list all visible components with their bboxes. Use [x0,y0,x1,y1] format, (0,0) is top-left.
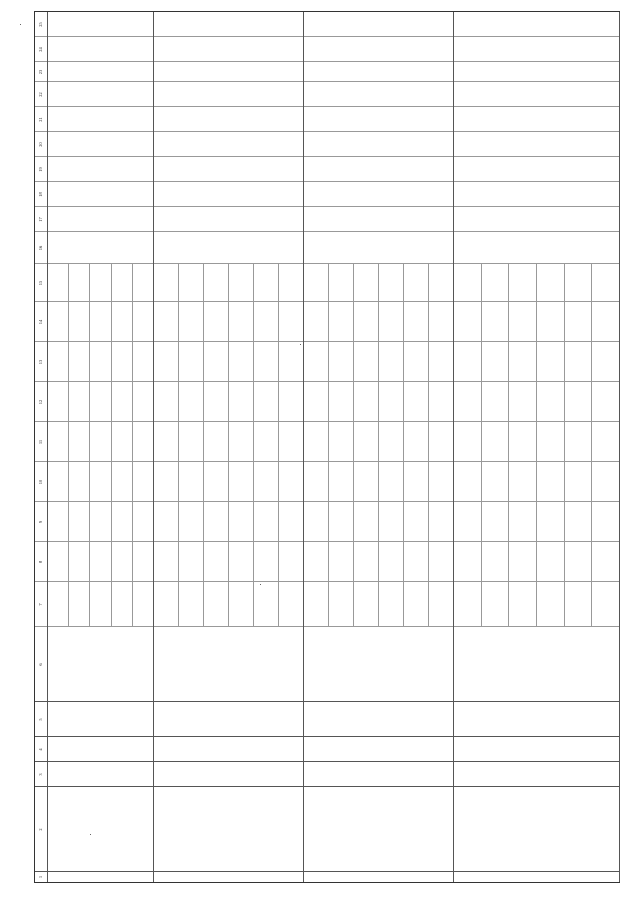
scan-speck [300,344,301,345]
indicator-unit [455,209,463,230]
column-number: 22 [38,92,43,97]
source-label [354,584,377,625]
year-to [305,740,311,760]
scan-speck [90,834,91,835]
column-rule [35,156,619,157]
column-rule [35,501,619,502]
year-to [155,740,161,760]
source-label [279,584,302,625]
source-rule [564,264,565,627]
column-rule [35,701,619,702]
measure-name [155,789,301,870]
column-number: 8 [38,560,43,564]
column-rule [35,461,619,462]
source-rule [591,264,592,627]
source-rule [403,264,404,627]
column-rule [35,106,619,107]
executor [305,704,335,735]
column-number: 6 [38,663,43,666]
column-number: 10 [38,479,43,485]
source-label [565,584,591,625]
source-label [329,584,352,625]
column-number: 16 [38,245,43,251]
source-label [254,584,277,625]
source-rule [111,264,112,627]
column-rule [35,206,619,207]
column-rule [35,61,619,62]
column-rule [35,341,619,342]
column-number: 1 [38,875,43,879]
source-rule [378,264,379,627]
executor [455,704,485,735]
column-number: 15 [38,280,43,286]
source-label [509,584,535,625]
header-rule [47,12,48,882]
column-rule [35,736,619,737]
column-rule [35,263,619,264]
measure-name [305,789,451,870]
row-number [155,872,165,881]
source-rule [481,264,482,627]
scan-speck [20,24,21,25]
column-rule [35,581,619,582]
column-number: 14 [38,319,43,325]
section-rule [153,12,154,882]
column-rule [35,231,619,232]
source-rule [89,264,90,627]
column-rule [35,786,619,787]
measure-name [455,789,617,870]
column-number: 3 [38,773,43,776]
source-label [179,584,202,625]
indicator-name [455,234,495,262]
column-number: 11 [38,439,43,445]
column-rule [35,181,619,182]
source-rule [428,264,429,627]
source-label [112,584,131,625]
column-rule [35,381,619,382]
column-number: 12 [38,399,43,405]
year-from [305,765,311,785]
column-rule [35,301,619,302]
column-number: 20 [38,142,43,147]
source-label [592,584,618,625]
column-rule [35,131,619,132]
row-number [455,872,465,881]
source-rule [228,264,229,627]
column-rule [35,761,619,762]
source-rule [353,264,354,627]
source-label [48,584,67,625]
row-number [305,872,315,881]
column-number: 25 [38,22,43,27]
section-rule [619,12,620,882]
source-rule [328,264,329,627]
source-rule [132,264,133,627]
column-number: 17 [38,217,43,222]
column-number: 9 [38,520,43,524]
source-rule [508,264,509,627]
year-to [455,740,461,760]
source-rule [278,264,279,627]
source-label [304,584,327,625]
year-from [455,765,461,785]
column-number: 21 [38,117,43,122]
column-rule [35,421,619,422]
executor [155,704,185,735]
source-label [229,584,252,625]
column-rule [35,541,619,542]
column-number: 18 [38,192,43,197]
column-rule [35,81,619,82]
column-number: 23 [38,69,43,75]
source-rule [536,264,537,627]
section-rule [453,12,454,882]
source-label [454,584,480,625]
column-rule [35,871,619,872]
source-label [90,584,109,625]
year-from [155,765,161,785]
scan-speck [260,584,261,585]
source-label [379,584,402,625]
column-rule [35,626,619,627]
source-label [404,584,427,625]
source-label [429,584,452,625]
source-rule [253,264,254,627]
section-rule [303,12,304,882]
column-number: 5 [38,718,43,721]
budget-table [34,11,620,883]
column-rule [35,36,619,37]
source-label [133,584,152,625]
source-label [69,584,88,625]
source-label [537,584,563,625]
column-number: 2 [38,828,43,831]
source-rule [178,264,179,627]
source-label [154,584,177,625]
source-rule [68,264,69,627]
column-number: 13 [38,359,43,365]
column-number: 4 [38,748,43,751]
source-label [482,584,508,625]
source-rule [203,264,204,627]
column-number: 19 [38,167,43,172]
column-number: 24 [38,47,43,52]
source-label [204,584,227,625]
column-number: 7 [38,603,43,606]
